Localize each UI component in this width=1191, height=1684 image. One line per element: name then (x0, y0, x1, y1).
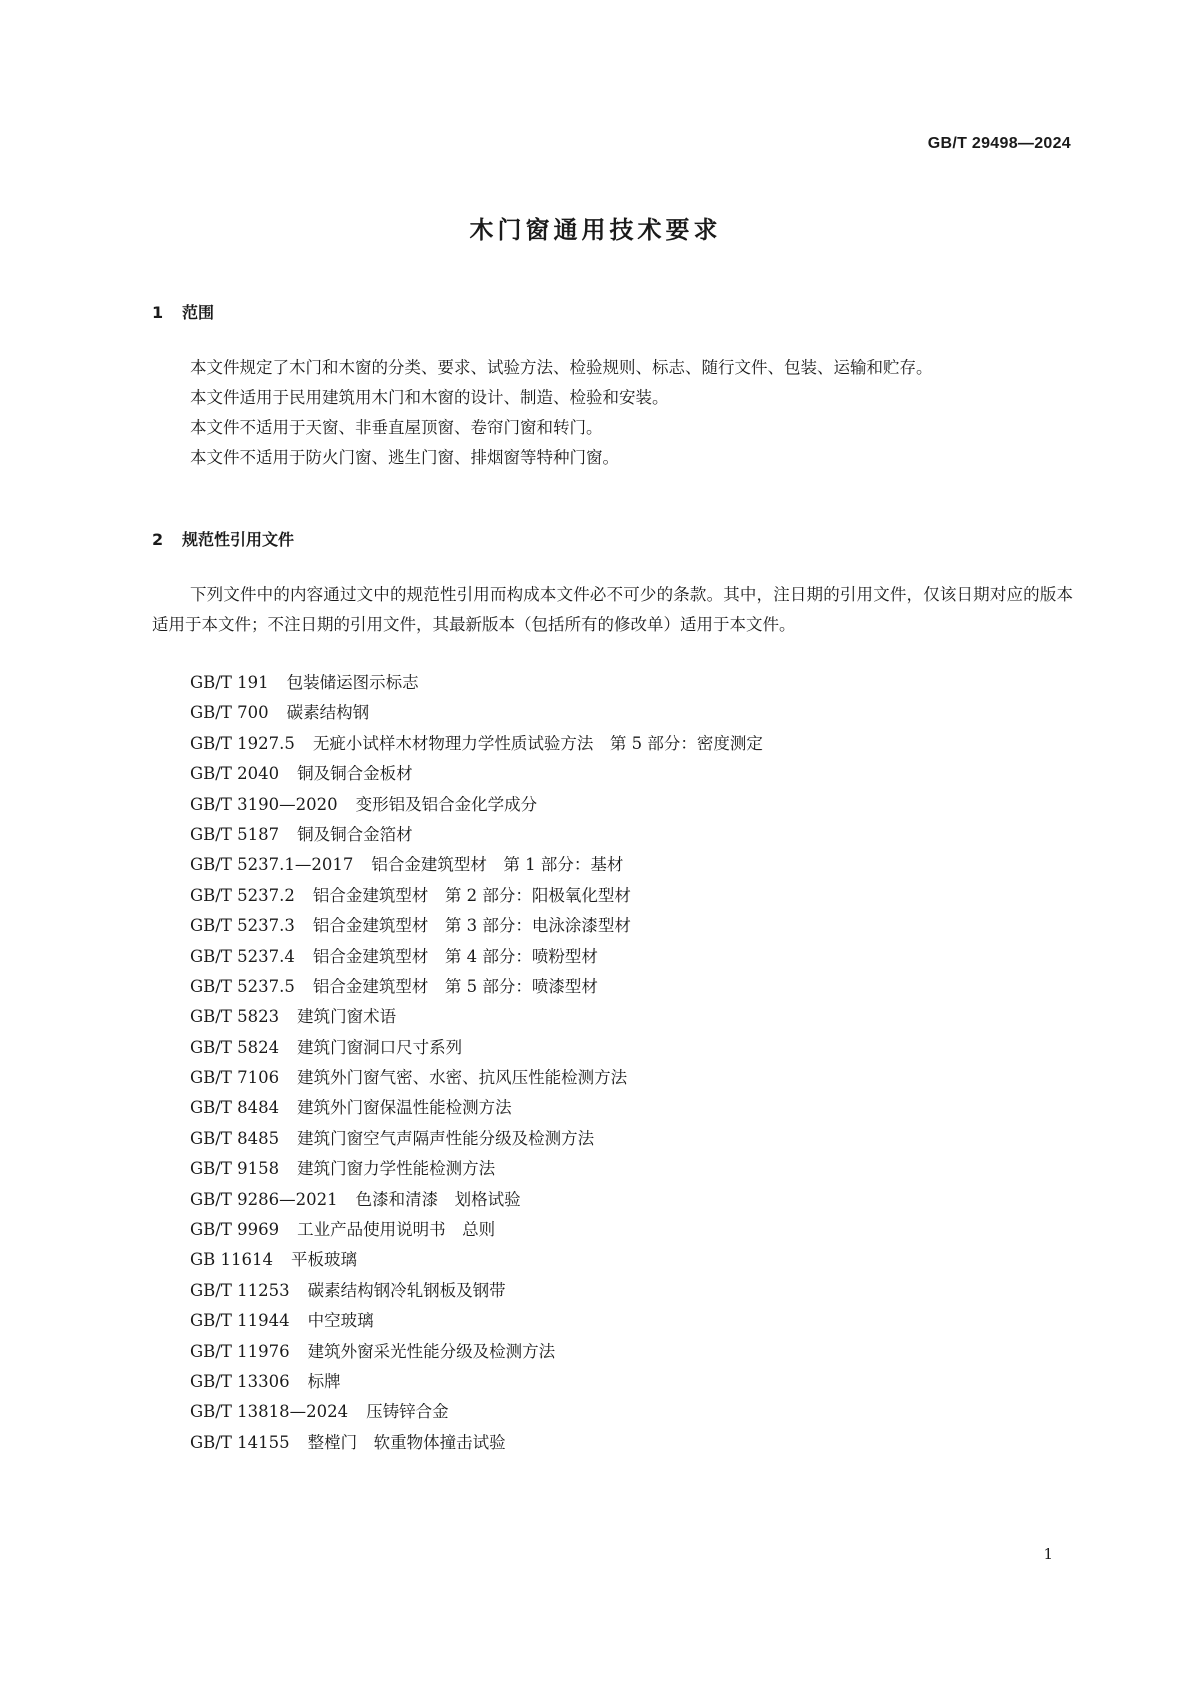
reference-code: GB/T 3190—2020 (190, 794, 338, 814)
reference-title: 铝合金建筑型材 第 2 部分：阳极氧化型材 (312, 885, 631, 905)
reference-code: GB/T 5237.2 (190, 885, 295, 905)
reference-list (190, 668, 763, 1458)
reference-item (190, 1154, 763, 1184)
section-1-number: 1 (152, 303, 164, 322)
reference-item (190, 1185, 763, 1215)
reference-code: GB/T 2040 (190, 764, 280, 784)
paragraph: 本文件适用于民用建筑用木门和木窗的设计、制造、检验和安装。 (190, 388, 669, 407)
reference-item (190, 698, 763, 728)
reference-title: 铝合金建筑型材 第 4 部分：喷粉型材 (312, 946, 598, 966)
reference-title: 建筑外门窗气密、水密、抗风压性能检测方法 (297, 1068, 628, 1088)
reference-title: 整樘门 软重物体撞击试验 (307, 1432, 506, 1452)
reference-item (190, 972, 763, 1002)
section-2-heading (152, 527, 294, 550)
reference-item (190, 942, 763, 972)
paragraph: 本文件不适用于防火门窗、逃生门窗、排烟窗等特种门窗。 (190, 448, 619, 467)
section-2-intro (152, 580, 1073, 640)
reference-title: 碳素结构钢 (286, 703, 370, 723)
reference-item (190, 1063, 763, 1093)
reference-item (190, 850, 763, 880)
reference-code: GB/T 8485 (190, 1128, 280, 1148)
reference-title: 建筑门窗力学性能检测方法 (297, 1159, 496, 1179)
standard-number: GB/T 29498—2024 (927, 135, 1071, 152)
reference-code: GB/T 8484 (190, 1098, 280, 1118)
reference-code: GB/T 5237.5 (190, 976, 295, 996)
reference-code: GB/T 9158 (190, 1159, 280, 1179)
reference-item (190, 668, 763, 698)
reference-code: GB/T 7106 (190, 1068, 280, 1088)
reference-item (190, 1367, 763, 1397)
reference-title: 铝合金建筑型材 第 5 部分：喷漆型材 (312, 976, 598, 996)
reference-title: 工业产品使用说明书 总则 (297, 1220, 496, 1240)
reference-code: GB/T 5237.4 (190, 946, 295, 966)
reference-item (190, 1033, 763, 1063)
reference-item (190, 820, 763, 850)
reference-item (190, 1093, 763, 1123)
reference-title: 变形铝及铝合金化学成分 (355, 794, 538, 814)
reference-code: GB/T 11976 (190, 1341, 290, 1361)
section-1-title: 范围 (182, 303, 215, 322)
reference-title: 建筑门窗术语 (297, 1007, 397, 1027)
reference-code: GB/T 5237.3 (190, 916, 295, 936)
reference-title: 平板玻璃 (291, 1250, 358, 1270)
reference-code: GB/T 5824 (190, 1037, 280, 1057)
reference-item (190, 1428, 763, 1458)
reference-code: GB/T 191 (190, 673, 269, 692)
reference-code: GB/T 14155 (190, 1432, 290, 1452)
page-number: 1 (1043, 1545, 1053, 1563)
reference-code: GB/T 9969 (190, 1220, 280, 1240)
reference-title: 色漆和清漆 划格试验 (355, 1189, 521, 1209)
reference-code: GB/T 11253 (190, 1280, 290, 1300)
reference-code: GB/T 5187 (190, 824, 280, 844)
reference-item (190, 729, 763, 759)
reference-code: GB/T 1927.5 (190, 733, 295, 753)
reference-item (190, 1276, 763, 1306)
reference-item (190, 1002, 763, 1032)
reference-title: 铝合金建筑型材 第 3 部分：电泳涂漆型材 (312, 916, 631, 936)
reference-title: 无疵小试样木材物理力学性质试验方法 第 5 部分：密度测定 (312, 733, 763, 753)
reference-title: 压铸锌合金 (366, 1402, 449, 1422)
reference-title: 铝合金建筑型材 第 1 部分：基材 (371, 855, 624, 875)
reference-item (190, 1397, 763, 1427)
reference-code: GB/T 700 (190, 703, 269, 723)
reference-title: 建筑外窗采光性能分级及检测方法 (307, 1341, 556, 1361)
reference-title: 包装储运图示标志 (286, 673, 419, 692)
reference-item (190, 1124, 763, 1154)
reference-code: GB/T 9286—2021 (190, 1189, 338, 1209)
document-title: 木门窗通用技术要求 (469, 216, 722, 244)
paragraph: 本文件不适用于天窗、非垂直屋顶窗、卷帘门窗和转门。 (190, 418, 603, 437)
reference-item (190, 1215, 763, 1245)
reference-code: GB/T 5237.1—2017 (190, 855, 354, 875)
reference-code: GB/T 5823 (190, 1007, 280, 1027)
reference-item (190, 1306, 763, 1336)
reference-item (190, 881, 763, 911)
reference-item (190, 1337, 763, 1367)
reference-code: GB/T 13306 (190, 1371, 290, 1391)
reference-title: 标牌 (307, 1371, 341, 1391)
reference-item (190, 911, 763, 941)
section-1-heading (152, 300, 214, 323)
reference-code: GB/T 11944 (190, 1311, 290, 1331)
reference-title: 铜及铜合金箔材 (297, 824, 413, 844)
reference-title: 碳素结构钢冷轧钢板及钢带 (307, 1280, 506, 1300)
reference-title: 建筑门窗空气声隔声性能分级及检测方法 (297, 1128, 595, 1148)
reference-item (190, 759, 763, 789)
paragraph: 本文件规定了木门和木窗的分类、要求、试验方法、检验规则、标志、随行文件、包装、运输和贮存。 (190, 358, 933, 377)
reference-title: 建筑外门窗保温性能检测方法 (297, 1098, 512, 1118)
reference-title: 建筑门窗洞口尺寸系列 (297, 1037, 463, 1057)
reference-item (190, 1245, 763, 1275)
paragraph: 下列文件中的内容通过文中的规范性引用而构成本文件必不可少的条款。其中，注日期的引用文件，仅该日期对应的版本适用于本文件；不注日期的引用文件，其最新版本（包括所有的修改单）适用于本文件。 (152, 585, 1073, 634)
section-2-title: 规范性引用文件 (182, 530, 295, 549)
reference-title: 铜及铜合金板材 (297, 764, 413, 784)
section-2-number: 2 (152, 530, 164, 549)
reference-title: 中空玻璃 (307, 1311, 374, 1331)
reference-code: GB 11614 (190, 1250, 274, 1270)
reference-item (190, 790, 763, 820)
section-1-body (152, 353, 1073, 473)
reference-code: GB/T 13818—2024 (190, 1402, 349, 1422)
